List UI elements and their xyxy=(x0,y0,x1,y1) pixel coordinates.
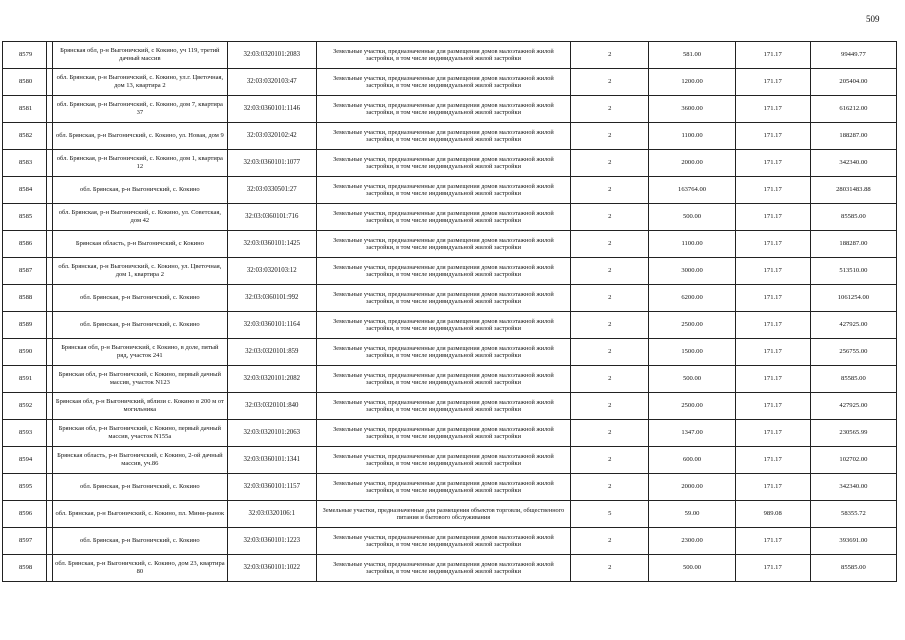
area-cell: 59.00 xyxy=(649,501,735,528)
rate-cell: 171.17 xyxy=(735,204,810,231)
area-cell: 1100.00 xyxy=(649,123,735,150)
cadastral-number-cell: 32:03:0360101:1157 xyxy=(227,474,316,501)
address-cell: Брянская обл, р-н Выгоничский, с Кокино, в доле, пятый ряд, участок 241 xyxy=(53,339,227,366)
rate-cell: 171.17 xyxy=(735,69,810,96)
land-use-cell: Земельные участки, предназначенные для размещения домов малоэтажной жилой застройки, в том числе индивидуальной жилой застройки xyxy=(316,123,570,150)
row-number: 8579 xyxy=(3,42,47,69)
group-cell: 2 xyxy=(570,96,648,123)
cadastral-value-cell: 427925.00 xyxy=(810,393,896,420)
land-use-cell: Земельные участки, предназначенные для размещения домов малоэтажной жилой застройки, в том числе индивидуальной жилой застройки xyxy=(316,204,570,231)
rate-cell: 171.17 xyxy=(735,150,810,177)
group-cell: 2 xyxy=(570,123,648,150)
address-cell: обл. Брянская, р-н Выгоничский, с. Кокино, дом 23, квартира 80 xyxy=(53,555,227,582)
cadastral-number-cell: 32:03:0320101:2063 xyxy=(227,420,316,447)
address-cell: обл. Брянская, р-н Выгоничский, с. Кокино, пл. Мини-рынок xyxy=(53,501,227,528)
cadastral-number-cell: 32:03:0320101:859 xyxy=(227,339,316,366)
cadastral-number-cell: 32:03:0320101:840 xyxy=(227,393,316,420)
cadastral-register-table xyxy=(2,41,897,582)
land-use-cell: Земельные участки, предназначенные для размещения домов малоэтажной жилой застройки, в том числе индивидуальной жилой застройки xyxy=(316,177,570,204)
table-row xyxy=(3,231,897,258)
group-cell: 2 xyxy=(570,393,648,420)
land-use-cell: Земельные участки, предназначенные для размещения домов малоэтажной жилой застройки, в том числе индивидуальной жилой застройки xyxy=(316,42,570,69)
cadastral-value-cell: 85585.00 xyxy=(810,204,896,231)
table-row xyxy=(3,555,897,582)
group-cell: 2 xyxy=(570,204,648,231)
table-row xyxy=(3,420,897,447)
table-row xyxy=(3,123,897,150)
row-number: 8595 xyxy=(3,474,47,501)
table-body xyxy=(3,42,897,582)
address-cell: обл. Брянская, р-н Выгоничский, с. Кокино, ул. Новая, дом 9 xyxy=(53,123,227,150)
table-row xyxy=(3,528,897,555)
cadastral-number-cell: 32:03:0320103:47 xyxy=(227,69,316,96)
address-cell: обл. Брянская, р-н Выгоничский, с. Кокино xyxy=(53,528,227,555)
row-number: 8586 xyxy=(3,231,47,258)
cadastral-value-cell: 205404.00 xyxy=(810,69,896,96)
row-number: 8583 xyxy=(3,150,47,177)
cadastral-value-cell: 616212.00 xyxy=(810,96,896,123)
group-cell: 2 xyxy=(570,555,648,582)
land-use-cell: Земельные участки, предназначенные для размещения домов малоэтажной жилой застройки, в том числе индивидуальной жилой застройки xyxy=(316,312,570,339)
cadastral-number-cell: 32:03:0360101:1341 xyxy=(227,447,316,474)
row-number: 8594 xyxy=(3,447,47,474)
rate-cell: 171.17 xyxy=(735,528,810,555)
area-cell: 6200.00 xyxy=(649,285,735,312)
row-number: 8582 xyxy=(3,123,47,150)
cadastral-value-cell: 85585.00 xyxy=(810,366,896,393)
land-use-cell: Земельные участки, предназначенные для размещения домов малоэтажной жилой застройки, в том числе индивидуальной жилой застройки xyxy=(316,474,570,501)
rate-cell: 171.17 xyxy=(735,96,810,123)
cadastral-number-cell: 32:03:0360101:992 xyxy=(227,285,316,312)
address-cell: обл. Брянская, р-н Выгоничский, с. Кокино, ул. Цветочная, дом 1, квартира 2 xyxy=(53,258,227,285)
area-cell: 1200.00 xyxy=(649,69,735,96)
table-row xyxy=(3,312,897,339)
rate-cell: 171.17 xyxy=(735,312,810,339)
row-number: 8592 xyxy=(3,393,47,420)
address-cell: Брянская область, р-н Выгоничский, с Кокино, 2-ой дачный массив, уч.86 xyxy=(53,447,227,474)
rate-cell: 171.17 xyxy=(735,42,810,69)
land-use-cell: Земельные участки, предназначенные для размещения домов малоэтажной жилой застройки, в том числе индивидуальной жилой застройки xyxy=(316,420,570,447)
cadastral-value-cell: 342340.00 xyxy=(810,150,896,177)
address-cell: Брянская обл, р-н Выгоничский, с Кокино, первый дачный массив, участок N155а xyxy=(53,420,227,447)
table-row xyxy=(3,69,897,96)
group-cell: 2 xyxy=(570,42,648,69)
area-cell: 500.00 xyxy=(649,366,735,393)
row-number: 8596 xyxy=(3,501,47,528)
address-cell: обл. Брянская, р-н Выгоничский, с. Кокино, дом 1, квартира 12 xyxy=(53,150,227,177)
area-cell: 1100.00 xyxy=(649,231,735,258)
land-use-cell: Земельные участки, предназначенные для размещения домов малоэтажной жилой застройки, в том числе индивидуальной жилой застройки xyxy=(316,447,570,474)
row-number: 8588 xyxy=(3,285,47,312)
land-use-cell: Земельные участки, предназначенные для размещения домов малоэтажной жилой застройки, в том числе индивидуальной жилой застройки xyxy=(316,69,570,96)
land-use-cell: Земельные участки, предназначенные для размещения домов малоэтажной жилой застройки, в том числе индивидуальной жилой застройки xyxy=(316,339,570,366)
cadastral-value-cell: 513510.00 xyxy=(810,258,896,285)
address-cell: Брянская обл, р-н Выгоничский, с Кокино, уч 119, третий дачный массив xyxy=(53,42,227,69)
area-cell: 2500.00 xyxy=(649,393,735,420)
area-cell: 163764.00 xyxy=(649,177,735,204)
land-use-cell: Земельные участки, предназначенные для размещения домов малоэтажной жилой застройки, в том числе индивидуальной жилой застройки xyxy=(316,96,570,123)
group-cell: 2 xyxy=(570,312,648,339)
group-cell: 2 xyxy=(570,258,648,285)
rate-cell: 171.17 xyxy=(735,393,810,420)
table-row xyxy=(3,258,897,285)
area-cell: 500.00 xyxy=(649,555,735,582)
table-row xyxy=(3,474,897,501)
cadastral-number-cell: 32:03:0360101:1425 xyxy=(227,231,316,258)
cadastral-value-cell: 102702.00 xyxy=(810,447,896,474)
area-cell: 3000.00 xyxy=(649,258,735,285)
rate-cell: 171.17 xyxy=(735,231,810,258)
table-row xyxy=(3,177,897,204)
address-cell: Брянская обл, р-н Выгоничский, с Кокино, первый дачный массив, участок N123 xyxy=(53,366,227,393)
address-cell: обл. Брянская, р-н Выгоничский, с. Кокино, ул. Советская, дом 42 xyxy=(53,204,227,231)
address-cell: обл. Брянская, р-н Выгоничский, с. Кокино, ул.г. Цветочная, дом 13, квартира 2 xyxy=(53,69,227,96)
table-row xyxy=(3,393,897,420)
row-number: 8597 xyxy=(3,528,47,555)
group-cell: 2 xyxy=(570,69,648,96)
cadastral-value-cell: 1061254.00 xyxy=(810,285,896,312)
row-number: 8581 xyxy=(3,96,47,123)
rate-cell: 171.17 xyxy=(735,474,810,501)
table-row xyxy=(3,150,897,177)
cadastral-value-cell: 28031483.88 xyxy=(810,177,896,204)
rate-cell: 171.17 xyxy=(735,177,810,204)
area-cell: 2000.00 xyxy=(649,474,735,501)
cadastral-number-cell: 32:03:0360101:1146 xyxy=(227,96,316,123)
cadastral-number-cell: 32:03:0360101:1022 xyxy=(227,555,316,582)
area-cell: 500.00 xyxy=(649,204,735,231)
cadastral-number-cell: 32:03:0320101:2082 xyxy=(227,366,316,393)
rate-cell: 171.17 xyxy=(735,258,810,285)
group-cell: 5 xyxy=(570,501,648,528)
group-cell: 2 xyxy=(570,285,648,312)
table-row xyxy=(3,501,897,528)
land-use-cell: Земельные участки, предназначенные для размещения объектов торговли, общественного питания и бытового обслуживания xyxy=(316,501,570,528)
rate-cell: 171.17 xyxy=(735,420,810,447)
cadastral-value-cell: 342340.00 xyxy=(810,474,896,501)
group-cell: 2 xyxy=(570,528,648,555)
land-use-cell: Земельные участки, предназначенные для размещения домов малоэтажной жилой застройки, в том числе индивидуальной жилой застройки xyxy=(316,366,570,393)
area-cell: 1500.00 xyxy=(649,339,735,366)
row-number: 8593 xyxy=(3,420,47,447)
rate-cell: 171.17 xyxy=(735,123,810,150)
row-number: 8590 xyxy=(3,339,47,366)
group-cell: 2 xyxy=(570,150,648,177)
group-cell: 2 xyxy=(570,447,648,474)
land-use-cell: Земельные участки, предназначенные для размещения домов малоэтажной жилой застройки, в том числе индивидуальной жилой застройки xyxy=(316,555,570,582)
land-use-cell: Земельные участки, предназначенные для размещения домов малоэтажной жилой застройки, в том числе индивидуальной жилой застройки xyxy=(316,231,570,258)
area-cell: 1347.00 xyxy=(649,420,735,447)
cadastral-value-cell: 99449.77 xyxy=(810,42,896,69)
cadastral-value-cell: 58355.72 xyxy=(810,501,896,528)
address-cell: обл. Брянская, р-н Выгоничский, с. Кокино xyxy=(53,177,227,204)
cadastral-number-cell: 32:03:0360101:1077 xyxy=(227,150,316,177)
table-row xyxy=(3,204,897,231)
cadastral-number-cell: 32:03:0360101:716 xyxy=(227,204,316,231)
cadastral-value-cell: 230565.99 xyxy=(810,420,896,447)
table-row xyxy=(3,366,897,393)
cadastral-value-cell: 393691.00 xyxy=(810,528,896,555)
cadastral-number-cell: 32:03:0320103:12 xyxy=(227,258,316,285)
address-cell: обл. Брянская, р-н Выгоничский, с. Кокино xyxy=(53,312,227,339)
land-use-cell: Земельные участки, предназначенные для размещения домов малоэтажной жилой застройки, в том числе индивидуальной жилой застройки xyxy=(316,393,570,420)
cadastral-value-cell: 188287.00 xyxy=(810,231,896,258)
group-cell: 2 xyxy=(570,339,648,366)
group-cell: 2 xyxy=(570,366,648,393)
rate-cell: 171.17 xyxy=(735,339,810,366)
area-cell: 581.00 xyxy=(649,42,735,69)
cadastral-number-cell: 32:03:0320102:42 xyxy=(227,123,316,150)
rate-cell: 171.17 xyxy=(735,447,810,474)
cadastral-register-table-wrap xyxy=(2,41,897,582)
land-use-cell: Земельные участки, предназначенные для размещения домов малоэтажной жилой застройки, в том числе индивидуальной жилой застройки xyxy=(316,258,570,285)
table-row xyxy=(3,447,897,474)
cadastral-value-cell: 427925.00 xyxy=(810,312,896,339)
area-cell: 3600.00 xyxy=(649,96,735,123)
row-number: 8580 xyxy=(3,69,47,96)
area-cell: 600.00 xyxy=(649,447,735,474)
row-number: 8591 xyxy=(3,366,47,393)
table-row xyxy=(3,285,897,312)
group-cell: 2 xyxy=(570,474,648,501)
area-cell: 2500.00 xyxy=(649,312,735,339)
row-number: 8598 xyxy=(3,555,47,582)
cadastral-number-cell: 32:03:0360101:1223 xyxy=(227,528,316,555)
table-row xyxy=(3,42,897,69)
land-use-cell: Земельные участки, предназначенные для размещения домов малоэтажной жилой застройки, в том числе индивидуальной жилой застройки xyxy=(316,528,570,555)
address-cell: обл. Брянская, р-н Выгоничский, с. Кокино xyxy=(53,285,227,312)
cadastral-number-cell: 32:03:0330501:27 xyxy=(227,177,316,204)
row-number: 8589 xyxy=(3,312,47,339)
rate-cell: 171.17 xyxy=(735,555,810,582)
page-number: 509 xyxy=(866,14,880,24)
address-cell: Брянская обл, р-н Выгоничский, вблизи с. Кокино в 200 м от могильника xyxy=(53,393,227,420)
land-use-cell: Земельные участки, предназначенные для размещения домов малоэтажной жилой застройки, в том числе индивидуальной жилой застройки xyxy=(316,150,570,177)
table-row xyxy=(3,339,897,366)
cadastral-value-cell: 188287.00 xyxy=(810,123,896,150)
address-cell: обл. Брянская, р-н Выгоничский, с. Кокино, дом 7, квартира 37 xyxy=(53,96,227,123)
cadastral-number-cell: 32:03:0320106:1 xyxy=(227,501,316,528)
group-cell: 2 xyxy=(570,231,648,258)
rate-cell: 989.08 xyxy=(735,501,810,528)
group-cell: 2 xyxy=(570,420,648,447)
address-cell: Брянская область, р-н Выгоничский, с Кокино xyxy=(53,231,227,258)
row-number: 8584 xyxy=(3,177,47,204)
cadastral-value-cell: 256755.00 xyxy=(810,339,896,366)
cadastral-number-cell: 32:03:0320101:2083 xyxy=(227,42,316,69)
cadastral-value-cell: 85585.00 xyxy=(810,555,896,582)
rate-cell: 171.17 xyxy=(735,285,810,312)
row-number: 8585 xyxy=(3,204,47,231)
table-row xyxy=(3,96,897,123)
rate-cell: 171.17 xyxy=(735,366,810,393)
address-cell: обл. Брянская, р-н Выгоничский, с. Кокино xyxy=(53,474,227,501)
area-cell: 2000.00 xyxy=(649,150,735,177)
group-cell: 2 xyxy=(570,177,648,204)
land-use-cell: Земельные участки, предназначенные для размещения домов малоэтажной жилой застройки, в том числе индивидуальной жилой застройки xyxy=(316,285,570,312)
row-number: 8587 xyxy=(3,258,47,285)
area-cell: 2300.00 xyxy=(649,528,735,555)
cadastral-number-cell: 32:03:0360101:1164 xyxy=(227,312,316,339)
